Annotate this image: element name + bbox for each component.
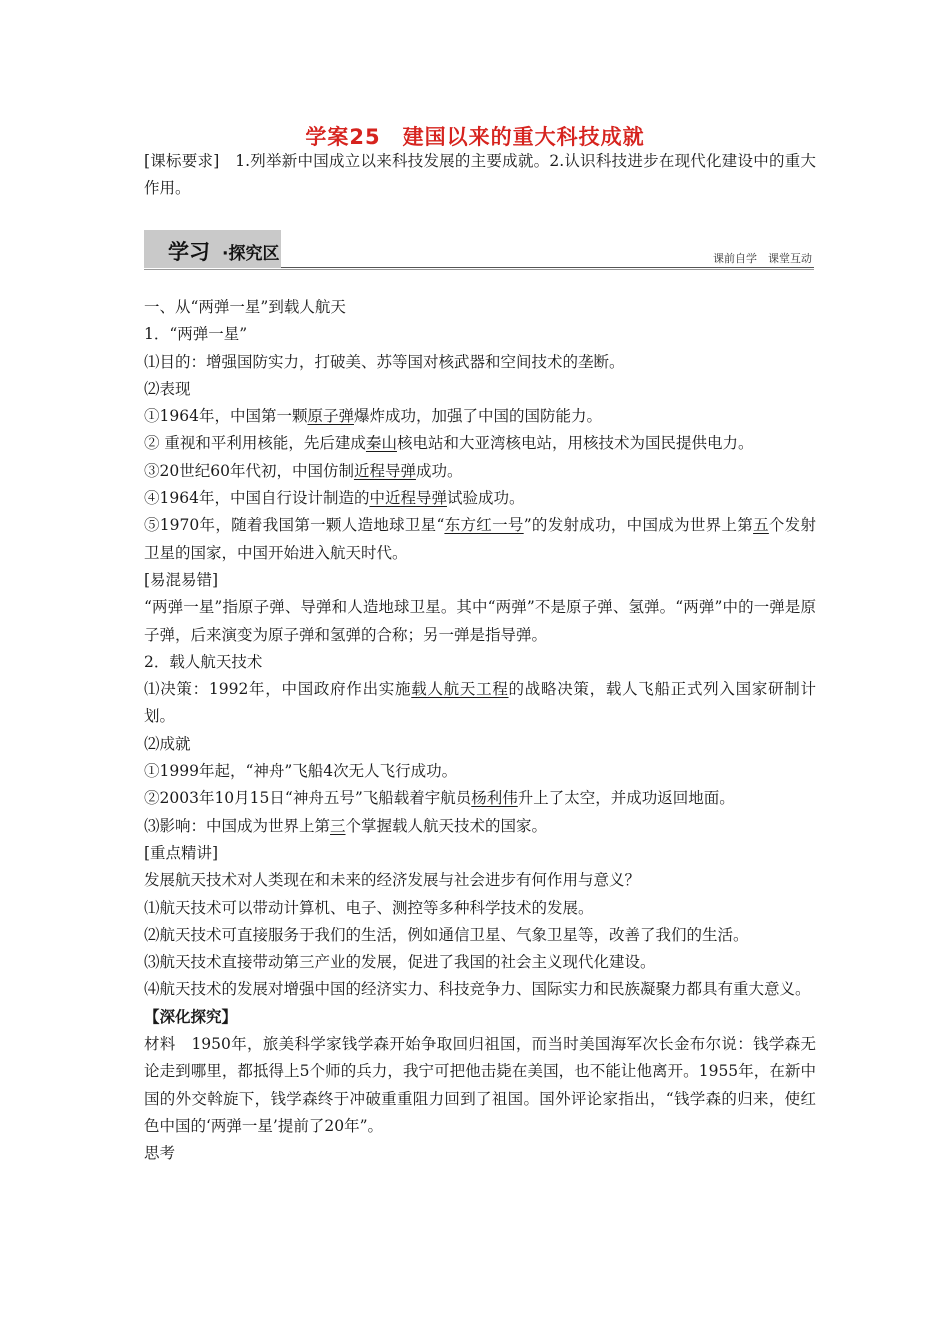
underlined-term: 中近程导弹 [369, 489, 447, 508]
banner-sub-label: ·探究区 [222, 244, 280, 264]
curriculum-requirement: [课标要求] 1.列举新中国成立以来科技发展的主要成就。2.认识科技进步在现代化建设中的重大作用。 [144, 152, 816, 197]
paragraph: ⑵表现 [144, 379, 191, 398]
list-item: ⑷航天技术的发展对增强中国的经济实力、科技竞争力、国际实力和民族凝聚力都具有重大意义。 [144, 980, 811, 999]
text-run: ⑶影响：中国成为世界上第 [144, 816, 331, 835]
text-run: 爆炸成功，加强了中国的国防能力。 [353, 407, 602, 426]
list-item [144, 785, 816, 812]
paragraph: “两弹一星”指原子弹、导弹和人造地球卫星。其中“两弹”不是原子弹、氢弹。“两弹”中的一弹是原子弹，后来演变为原子弹和氢弹的合称；另一弹是指导弹。 [144, 598, 816, 644]
page-title [0, 121, 950, 151]
list-item [144, 485, 816, 512]
underlined-term: 东方红一号 [444, 516, 524, 535]
question: 发展航天技术对人类现在和未来的经济发展与社会进步有何作用与意义？ [144, 871, 641, 890]
text-run: ② 重视和平利用核能，先后建成 [144, 434, 366, 453]
list-item: ⑵航天技术可直接服务于我们的生活，例如通信卫星、气象卫星等，改善了我们的生活。 [144, 925, 749, 944]
material-paragraph: 材料 1950年，旅美科学家钱学森开始争取回归祖国，而当时美国海军次长金布尔说：钱学森无论走到哪里，都抵得上5个师的兵力，我宁可把他击毙在美国，也不能让他离开。1955年，在新中国的外交斡旋下，钱学森终于冲破重重阻力回到了祖国。国外评论家指出，“钱学森的归来，使红色中国的‘两弹一星’提前了20年”。 [144, 1035, 816, 1135]
banner-main-label: 学习 [168, 240, 210, 264]
underlined-term: 载人航天工程 [411, 680, 509, 699]
underlined-term: 原子弹 [307, 407, 354, 426]
banner-rule [281, 267, 814, 268]
text-run: ③20世纪60年代初，中国仿制 [144, 461, 354, 480]
paragraph [144, 813, 816, 840]
title-text: 建国以来的重大科技成就 [402, 125, 645, 149]
text-run: ⑤1970年，随着我国第一颗人造地球卫星“ [144, 516, 445, 535]
list-item [144, 403, 816, 430]
deep-inquiry-heading: 【深化探究】 [144, 1007, 238, 1026]
document-body [144, 294, 816, 1168]
underlined-term: 秦山 [365, 434, 397, 453]
text-run: 核电站和大亚湾核电站，用核技术为国民提供电力。 [396, 434, 754, 453]
paragraph [144, 676, 816, 731]
text-run: ①1964年，中国第一颗 [144, 407, 308, 426]
list-item: ⑶航天技术直接带动第三产业的发展，促进了我国的社会主义现代化建设。 [144, 953, 656, 972]
list-item: ①1999年起，“神舟”飞船4次无人飞行成功。 [144, 762, 458, 781]
underlined-term: 三 [330, 816, 346, 835]
text-run: 个发射卫星的国家，中国开始进入航天时代。 [144, 516, 816, 562]
text-run: 试验成功。 [446, 489, 525, 508]
paragraph: ⑴目的：增强国防实力，打破美、苏等国对核武器和空间技术的垄断。 [144, 352, 625, 371]
note-heading: [重点精讲] [144, 843, 219, 862]
think-label: 思考 [144, 1144, 176, 1163]
banner-tag: 课前自学 课堂互动 [713, 252, 812, 265]
text-run: ⑴决策：1992年，中国政府作出实施 [144, 680, 412, 699]
underlined-term: 五 [753, 516, 769, 535]
text-run: 升上了太空，并成功返回地面。 [517, 789, 735, 808]
text-run: ②2003年10月15日“神舟五号”飞船载着宇航员 [144, 789, 472, 808]
subsection-heading: 2．载人航天技术 [144, 652, 263, 671]
banner-rule-lower [144, 269, 814, 270]
text-run: 的战略决策，载人飞船正式列入国家研制计划。 [144, 680, 816, 726]
list-item [144, 512, 816, 567]
subsection-heading: 1．“两弹一星” [144, 325, 248, 344]
list-item: ⑴航天技术可以带动计算机、电子、测控等多种科学技术的发展。 [144, 898, 594, 917]
underlined-term: 近程导弹 [353, 461, 416, 480]
text-run: 成功。 [415, 461, 463, 480]
section-banner [144, 230, 814, 270]
paragraph: ⑵成就 [144, 734, 191, 753]
list-item [144, 458, 816, 485]
title-number: 学案25 [305, 125, 381, 149]
text-run: ”的发射成功，中国成为世界上第 [523, 516, 754, 535]
note-heading: [易混易错] [144, 570, 219, 589]
text-run: 个掌握载人航天技术的国家。 [345, 816, 548, 835]
text-run: ④1964年，中国自行设计制造的 [144, 489, 370, 508]
list-item [144, 430, 816, 457]
underlined-term: 杨利伟 [471, 789, 518, 808]
section-heading: 一、从“两弹一星”到载人航天 [144, 298, 346, 316]
